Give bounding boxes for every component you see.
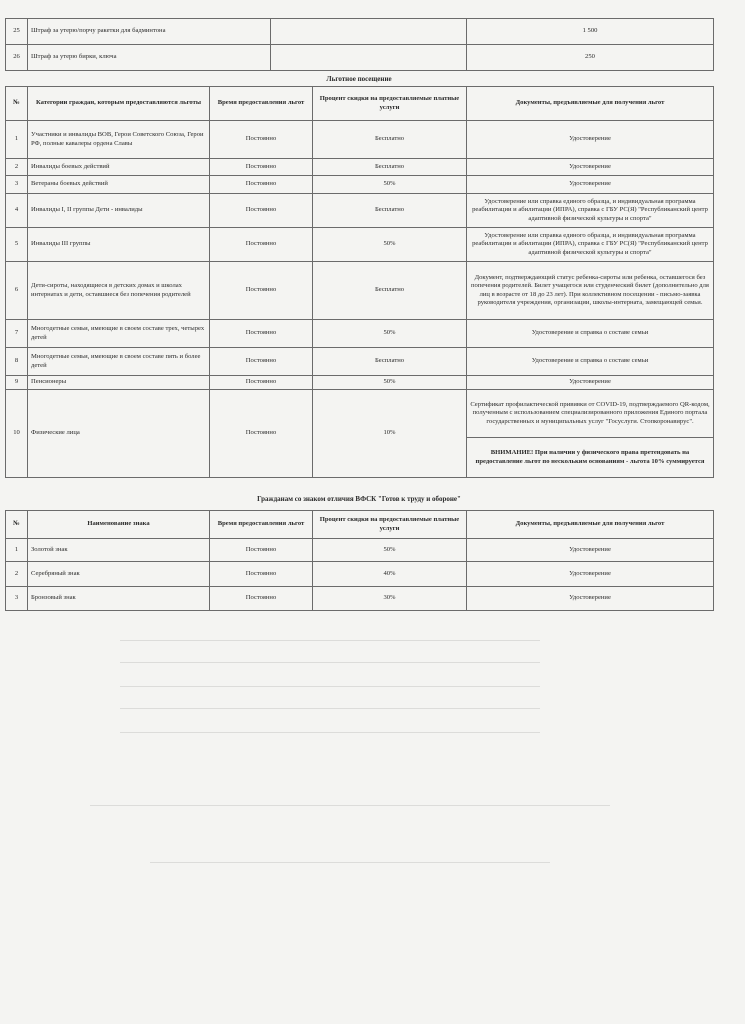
row-docs: Удостоверение — [467, 587, 714, 611]
table-row — [6, 45, 714, 71]
table-row — [6, 587, 714, 611]
row-time: Постоянно — [210, 121, 313, 159]
row-category: Многодетные семьи, имеющие в своем составе трех, четырех детей — [28, 320, 210, 348]
table-row — [6, 19, 714, 45]
row-discount: 50% — [313, 376, 467, 390]
row-number: 9 — [6, 376, 28, 390]
row-number: 5 — [6, 228, 28, 262]
table-row — [6, 390, 714, 438]
row-discount: Бесплатно — [313, 262, 467, 320]
row-time: Постоянно — [210, 262, 313, 320]
row-docs: Удостоверение — [467, 121, 714, 159]
row-category: Инвалиды боевых действий — [28, 159, 210, 176]
row-docs: Удостоверение или справка единого образца, и индивидуальная программа реабилитации и абилитации (ИПРА), справка с ГБУ РС(Я) "Республиканский центр адаптивной физической культуры и спорта" — [467, 194, 714, 228]
row-docs: Удостоверение — [467, 562, 714, 587]
gto-title: Гражданам со знаком отличия ВФСК "Готов к труду и обороне" — [257, 495, 461, 503]
fine-amount: 1 500 — [467, 19, 714, 45]
row-discount: Бесплатно — [313, 348, 467, 376]
row-number: 4 — [6, 194, 28, 228]
row-docs: Удостоверение — [467, 376, 714, 390]
row-time: Постоянно — [210, 348, 313, 376]
table-row — [6, 562, 714, 587]
row-category: Инвалиды I, II группы Дети - инвалиды — [28, 194, 210, 228]
row-time: Постоянно — [210, 376, 313, 390]
row-time: Постоянно — [210, 320, 313, 348]
row-time: Постоянно — [210, 390, 313, 478]
row-time: Постоянно — [210, 176, 313, 194]
row-docs: Удостоверение и справка о составе семьи — [467, 348, 714, 376]
header-time: Время предоставления льгот — [210, 87, 313, 121]
benefits-table — [5, 86, 714, 478]
table-row — [6, 376, 714, 390]
row-discount: 10% — [313, 390, 467, 478]
header-docs: Документы, предъявляемые для получения льгот — [467, 87, 714, 121]
row-time: Постоянно — [210, 562, 313, 587]
row-name: Золотой знак — [28, 539, 210, 562]
benefits-title: Льготное посещение — [326, 75, 392, 83]
header-discount: Процент скидки на предоставляемые платные услуги — [313, 511, 467, 539]
table-row — [6, 159, 714, 176]
row-discount: 50% — [313, 320, 467, 348]
row-discount: 50% — [313, 228, 467, 262]
row-number: 2 — [6, 562, 28, 587]
row-category: Дети-сироты, находящиеся в детских домах и школах интернатах и дети, оставшиеся без попечения родителей — [28, 262, 210, 320]
row-docs: Удостоверение — [467, 539, 714, 562]
header-number: № — [6, 87, 28, 121]
row-name: Серебряный знак — [28, 562, 210, 587]
fine-name: Штраф за утерю бирки, ключа — [28, 45, 271, 71]
table-row — [6, 539, 714, 562]
header-discount: Процент скидки на предоставляемые платные услуги — [313, 87, 467, 121]
row-discount: 50% — [313, 176, 467, 194]
fine-number: 26 — [6, 45, 28, 71]
table-row — [6, 262, 714, 320]
row-docs: Удостоверение и справка о составе семьи — [467, 320, 714, 348]
fine-empty-cell — [271, 19, 467, 45]
row-discount: Бесплатно — [313, 121, 467, 159]
header-docs: Документы, предъявляемые для получения льгот — [467, 511, 714, 539]
table-row — [6, 320, 714, 348]
fines-table — [5, 18, 714, 71]
row-category: Инвалиды III группы — [28, 228, 210, 262]
row-discount: 40% — [313, 562, 467, 587]
table-row — [6, 121, 714, 159]
row-docs: Сертификат профилактической прививки от COVID-19, подтверждаемого QR-кодом, полученным с использованием специализированного приложения Единого портала государственных и муниципальных услуг "Госуслуги. Стопкоронавирус". — [467, 390, 714, 438]
row-discount: 50% — [313, 539, 467, 562]
row-category: Участники и инвалиды ВОВ, Герои Советского Союза, Герои РФ, полные кавалеры ордена Славы — [28, 121, 210, 159]
table-row — [6, 348, 714, 376]
row-name: Бронзовый знак — [28, 587, 210, 611]
fine-number: 25 — [6, 19, 28, 45]
row-category: Многодетные семьи, имеющие в своем составе пять и более детей — [28, 348, 210, 376]
row-time: Постоянно — [210, 587, 313, 611]
table-header-row — [6, 511, 714, 539]
header-time: Время предоставления льгот — [210, 511, 313, 539]
row-category: Физические лица — [28, 390, 210, 478]
row-number: 7 — [6, 320, 28, 348]
row-number: 10 — [6, 390, 28, 478]
row-discount: 30% — [313, 587, 467, 611]
fine-amount: 250 — [467, 45, 714, 71]
row-time: Постоянно — [210, 159, 313, 176]
row-discount: Бесплатно — [313, 159, 467, 176]
row-docs: Удостоверение — [467, 159, 714, 176]
row-number: 2 — [6, 159, 28, 176]
row-time: Постоянно — [210, 194, 313, 228]
row-number: 3 — [6, 176, 28, 194]
row-time: Постоянно — [210, 228, 313, 262]
row-number: 3 — [6, 587, 28, 611]
table-row — [6, 228, 714, 262]
header-number: № — [6, 511, 28, 539]
row-docs: Удостоверение или справка единого образца, и индивидуальная программа реабилитации и абилитации (ИПРА), справка с ГБУ РС(Я) "Республиканский центр адаптивной физической культуры и спорта" — [467, 228, 714, 262]
row-docs: Удостоверение — [467, 176, 714, 194]
table-row — [6, 176, 714, 194]
fine-empty-cell — [271, 45, 467, 71]
row-number: 6 — [6, 262, 28, 320]
header-name: Наименование знака — [28, 511, 210, 539]
header-category: Категории граждан, которым предоставляются льготы — [28, 87, 210, 121]
table-header-row — [6, 87, 714, 121]
table-row — [6, 194, 714, 228]
fine-name: Штраф за утерю/порчу ракетки для бадминтона — [28, 19, 271, 45]
row-discount: Бесплатно — [313, 194, 467, 228]
row-number: 1 — [6, 121, 28, 159]
gto-table — [5, 510, 714, 611]
row-category: Пенсионеры — [28, 376, 210, 390]
row-number: 1 — [6, 539, 28, 562]
row-category: Ветераны боевых действий — [28, 176, 210, 194]
benefits-note: ВНИМАНИЕ! При наличии у физического права претендовать на предоставление льгот по нескольким основаниям - льгота 10% суммируется — [467, 438, 714, 478]
row-number: 8 — [6, 348, 28, 376]
row-time: Постоянно — [210, 539, 313, 562]
row-docs: Документ, подтверждающий статус ребенка-сироты или ребенка, оставшегося без попечения родителей. Билет учащегося или студенческий билет (дополнительно для лиц в возрасте от 18 до 23 лет). При коллективном посещении - письмо-заявка руководителя учреждения, организации, школы-интерната, замещающей семьи. — [467, 262, 714, 320]
